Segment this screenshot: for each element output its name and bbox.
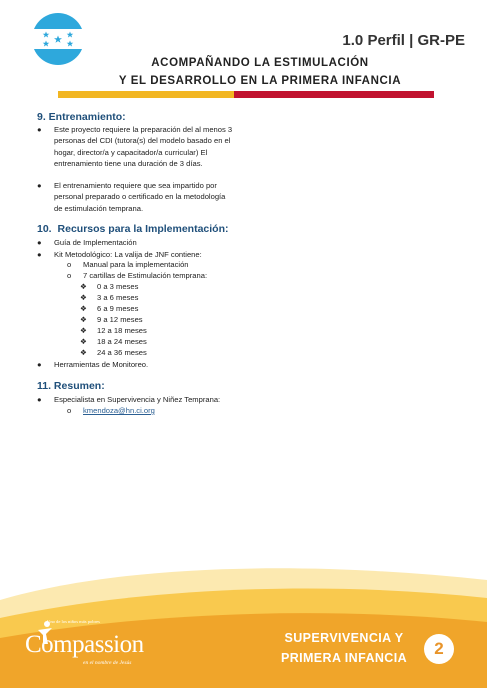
footer-section-title: [254, 628, 434, 668]
bullet-icon: ●: [37, 181, 42, 190]
kit-subitem: Manual para la implementación: [83, 260, 189, 269]
circle-bullet-icon: o: [67, 260, 72, 269]
diamond-bullet-icon: ❖: [80, 315, 87, 324]
age-range-item: 18 a 24 meses: [97, 337, 147, 346]
p1-line: hogar, director/a y capacitador/a curricular) El: [54, 147, 208, 157]
bullet-icon: ●: [37, 395, 42, 404]
flag-stars: [32, 13, 84, 65]
age-range-item: 12 a 18 meses: [97, 326, 147, 335]
kit-subitem: 7 cartillas de Estimulación temprana:: [83, 271, 208, 280]
footer-section-line2: PRIMERA INFANCIA: [280, 651, 408, 665]
resource-item: Herramientas de Monitoreo.: [54, 360, 149, 369]
bullet-icon: ●: [37, 238, 42, 247]
section-10-heading: [37, 223, 229, 235]
footer-wave: [0, 560, 487, 688]
age-range-item: 6 a 9 meses: [97, 304, 139, 313]
p2-line: de estimulación temprana.: [54, 203, 144, 213]
bullet-icon: ●: [37, 250, 42, 259]
circle-bullet-icon: o: [67, 406, 72, 415]
p1-line: personas del CDI (tutora(s) del modelo basado en el: [54, 136, 231, 146]
document-title-line1: ACOMPAÑANDO LA ESTIMULACIÓN: [151, 57, 369, 69]
diamond-bullet-icon: ❖: [80, 293, 87, 302]
section-9-heading: 9. Entrenamiento:: [37, 111, 126, 123]
p1-line: entrenamiento tiene una duración de 3 días.: [54, 159, 203, 169]
logo-tagline: Uno de los niños más pobres: [47, 619, 100, 624]
diamond-bullet-icon: ❖: [80, 304, 87, 313]
age-range-item: 24 a 36 meses: [97, 348, 147, 357]
bullet-icon: ●: [37, 125, 42, 134]
section-9-paragraph-2: [54, 180, 248, 214]
bullet-icon: ●: [37, 360, 42, 369]
diamond-bullet-icon: ❖: [80, 337, 87, 346]
header-bar-yellow: [58, 91, 234, 98]
age-range-item: 3 a 6 meses: [97, 293, 139, 302]
page-number: 2: [424, 634, 454, 664]
p2-line: El entrenamiento requiere que sea impartido por: [54, 181, 217, 190]
resource-item: Kit Metodológico: La valija de JNF contiene:: [54, 250, 202, 259]
section-10-number: 10.: [37, 223, 52, 235]
document-title-line2: Y EL DESARROLLO EN LA PRIMERA INFANCIA: [118, 75, 402, 87]
summary-item: Especialista en Supervivencia y Niñez Temprana:: [54, 395, 221, 404]
section-10-title: Recursos para la Implementación:: [57, 223, 229, 235]
diamond-bullet-icon: ❖: [80, 326, 87, 335]
section-11-heading: 11. Resumen:: [37, 380, 105, 392]
compassion-logo: Compassion: [25, 631, 144, 658]
section-9-paragraph-1: [54, 124, 248, 170]
logo-subtitle: en el nombre de Jesús: [83, 660, 132, 666]
header-bar-red: [234, 91, 434, 98]
footer-section-line1: SUPERVIVENCIA Y: [284, 631, 404, 645]
age-range-item: 0 a 3 meses: [97, 282, 139, 291]
contact-email-link[interactable]: kmendoza@hn.ci.org: [83, 406, 155, 415]
resource-item: Guía de Implementación: [54, 238, 137, 247]
profile-code: 1.0 Perfil | GR-PE: [342, 32, 465, 49]
age-range-item: 9 a 12 meses: [97, 315, 143, 324]
p1-line: Este proyecto requiere la preparación del al menos 3: [54, 125, 233, 134]
honduras-flag-icon: [32, 13, 84, 65]
circle-bullet-icon: o: [67, 271, 72, 280]
diamond-bullet-icon: ❖: [80, 348, 87, 357]
p2-line: personal preparado o certificado en la metodología: [54, 192, 226, 202]
diamond-bullet-icon: ❖: [80, 282, 87, 291]
